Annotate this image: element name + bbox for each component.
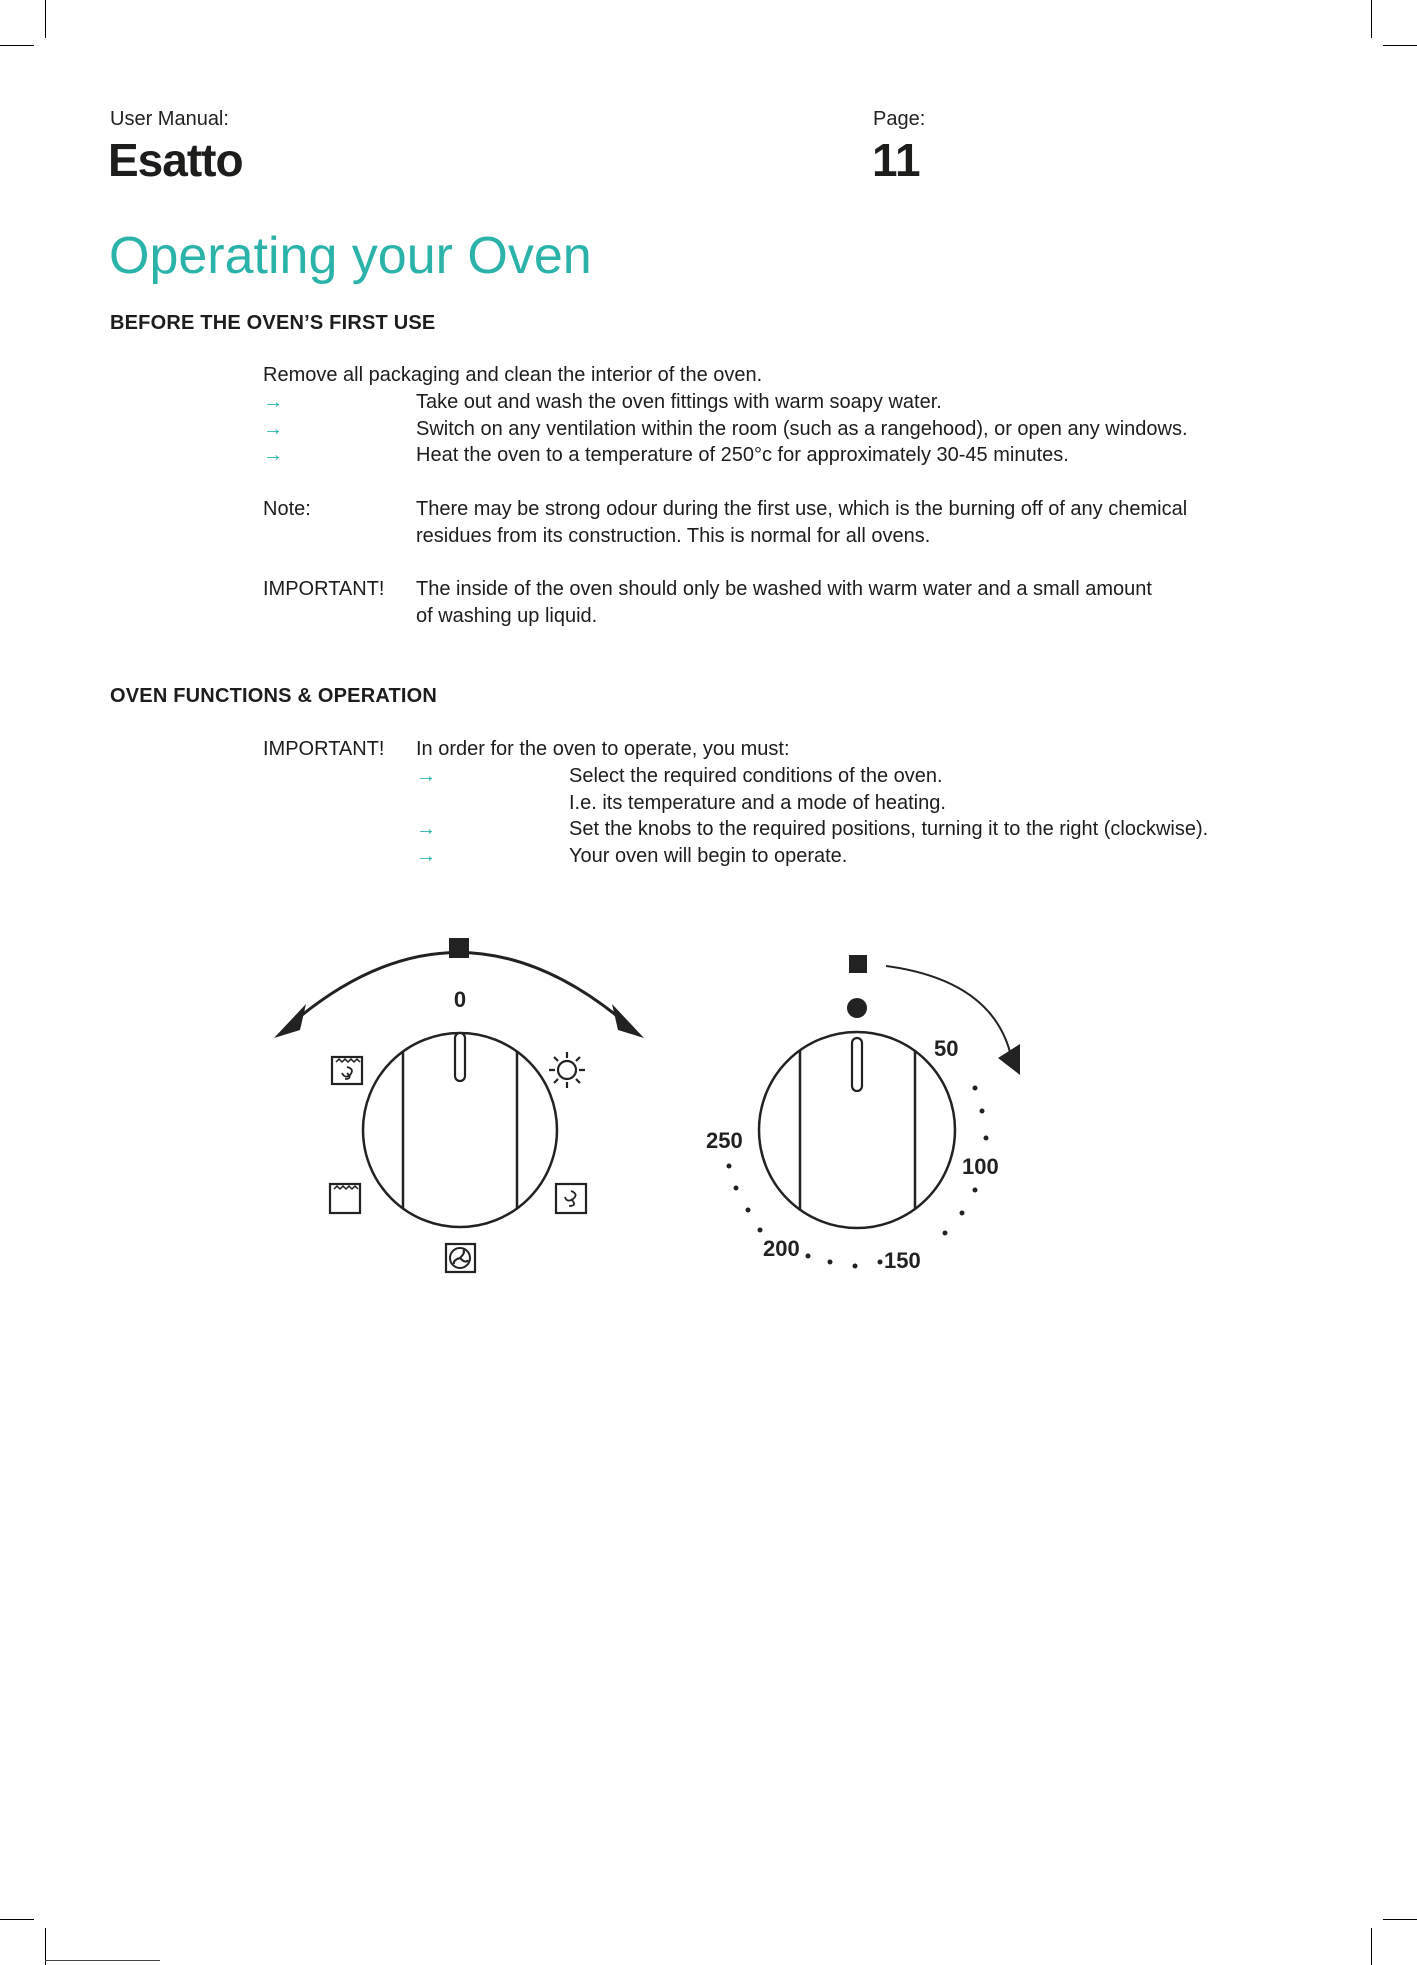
crop-mark — [45, 0, 46, 38]
manual-label: User Manual: — [110, 108, 229, 130]
crop-mark — [1383, 1919, 1417, 1920]
fan-top-heat-icon — [332, 1057, 362, 1084]
functions-step: Set the knobs to the required positions, turning it to the right (clockwise). — [569, 818, 1209, 840]
arrow-icon: → — [416, 765, 436, 787]
temperature-knob-group — [706, 955, 1020, 1273]
arrow-icon: → — [416, 845, 436, 867]
crop-mark — [1371, 1928, 1372, 1965]
crop-mark — [0, 1919, 34, 1920]
knob-pointer — [852, 1038, 862, 1091]
functions-step: Select the required conditions of the oven. — [569, 765, 943, 787]
first-use-step: Switch on any ventilation within the room (such as a rangehood), or open any windows. — [416, 418, 1188, 440]
footer-rule — [45, 1960, 160, 1961]
knob-diagram — [0, 900, 1417, 1320]
light-icon — [549, 1052, 585, 1088]
important-label: IMPORTANT! — [263, 578, 385, 600]
important-text: The inside of the oven should only be washed with warm water and a small amount — [416, 578, 1152, 600]
note-label: Note: — [263, 498, 311, 520]
on-dot-icon — [847, 998, 867, 1018]
note-text: There may be strong odour during the first use, which is the burning off of any chemical — [416, 498, 1188, 520]
section-heading-functions: OVEN FUNCTIONS & OPERATION — [110, 685, 438, 707]
knob-pointer — [455, 1033, 465, 1081]
temp-label-200: 200 — [763, 1236, 800, 1261]
crop-mark — [1371, 0, 1372, 38]
arrow-icon: → — [416, 818, 436, 840]
brand-logo: Esatto — [108, 134, 243, 186]
temp-label-250: 250 — [706, 1128, 743, 1153]
fan-ring-icon — [446, 1244, 475, 1272]
crop-mark — [1383, 45, 1417, 46]
note-text: residues from its construction. This is normal for all ovens. — [416, 525, 931, 547]
page-label: Page: — [873, 108, 926, 130]
temp-label-100: 100 — [962, 1154, 999, 1179]
functions-step: I.e. its temperature and a mode of heating. — [569, 792, 946, 814]
top-heat-icon — [330, 1184, 360, 1213]
section-heading-first-use: BEFORE THE OVEN’S FIRST USE — [110, 312, 436, 334]
temp-label-50: 50 — [934, 1036, 959, 1061]
functions-intro: In order for the oven to operate, you must: — [416, 738, 790, 760]
first-use-step: Heat the oven to a temperature of 250°c for approximately 30-45 minutes. — [416, 444, 1069, 466]
arrow-icon: → — [263, 444, 283, 466]
arrowhead-right-icon — [612, 1004, 644, 1038]
page-title: Operating your Oven — [109, 227, 592, 285]
first-use-intro: Remove all packaging and clean the interior of the oven. — [263, 364, 763, 386]
fan-icon — [556, 1184, 586, 1213]
temp-label-150: 150 — [884, 1248, 921, 1273]
page-number: 11 — [872, 134, 921, 186]
important-text: of washing up liquid. — [416, 605, 598, 627]
arrow-icon: → — [263, 418, 283, 440]
first-use-step: Take out and wash the oven fittings with warm soapy water. — [416, 391, 942, 413]
functions-step: Your oven will begin to operate. — [569, 845, 848, 867]
arrow-icon: → — [263, 391, 283, 413]
off-marker-icon — [849, 955, 867, 973]
crop-mark — [0, 45, 34, 46]
zero-label: 0 — [453, 987, 467, 1012]
function-knob-group — [274, 938, 644, 1272]
off-marker-icon — [449, 938, 469, 958]
important-label: IMPORTANT! — [263, 738, 385, 760]
arrowhead-left-icon — [274, 1004, 306, 1038]
